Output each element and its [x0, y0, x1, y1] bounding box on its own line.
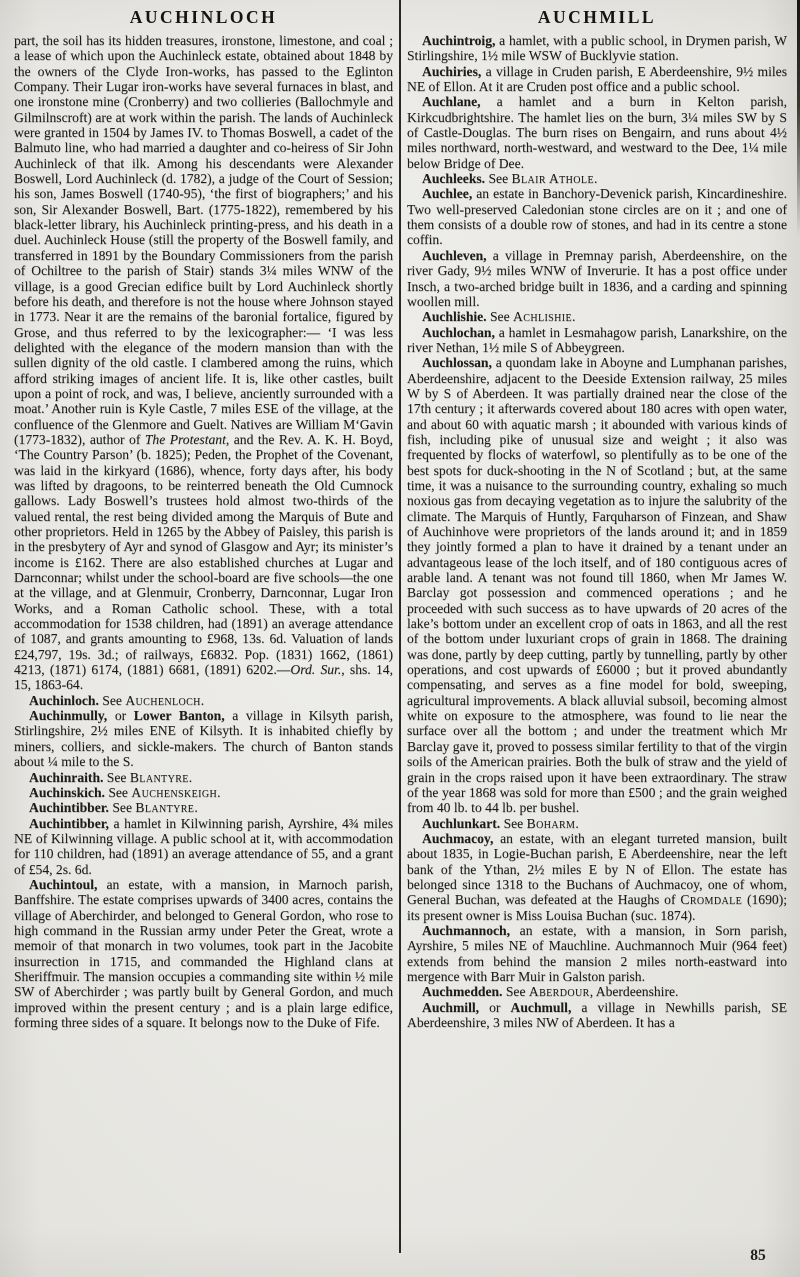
text-run: Auchinmully, [29, 708, 108, 724]
entry-paragraph [407, 186, 787, 247]
text-run: Auchlane, [422, 94, 481, 110]
text-run: Achlishie [513, 309, 572, 325]
entry-paragraph [407, 171, 787, 186]
entry-paragraph [14, 693, 393, 708]
text-run: See [103, 769, 130, 785]
text-run: See [104, 784, 132, 800]
text-run: or [479, 999, 511, 1015]
text-run: Auchmannoch, [422, 922, 511, 938]
text-run: Auchintibber, [29, 815, 109, 831]
text-run: Boharm [526, 815, 576, 831]
text-run: a village in Kilsyth parish, Stirlingshire, 2½ miles ENE of Kilsyth. It is inhabited chiefly by miners, colliers, and sickle-makers. The church of Banton stands about ¼ mile to the S. [14, 708, 393, 770]
text-run: a hamlet and a burn in Kelton parish, Kirkcudbrightshire. The hamlet lies on the burn, 3¼ miles SW by S of Castle-Douglas. The burn rises on Bengairn, and runs about 4½ miles northward, north-westward, and westward to the Dee, 1¼ mile below Bridge of Dee. [407, 94, 787, 171]
entry-paragraph [407, 355, 787, 815]
text-run: Lower Banton, [133, 708, 225, 724]
text-run: See [502, 984, 529, 1000]
text-run: a village in Newhills parish, SE Aberdeenshire, 3 miles NW of Aberdeen. It has a [407, 999, 788, 1030]
text-run: Auchinskich. [29, 784, 105, 800]
text-column-right [407, 33, 787, 1030]
text-run: See [98, 692, 126, 708]
text-run: . [572, 309, 576, 325]
text-run: a hamlet, with a public school, in Drymen parish, W Stirlingshire, 1½ mile WSW of Bucklyvie station. [407, 33, 787, 64]
text-run: Auchmull, [510, 999, 572, 1015]
text-run: Auchinraith. [29, 769, 104, 785]
text-run: Auchintoul, [29, 876, 98, 892]
entry-paragraph [407, 325, 787, 356]
entry-paragraph [407, 1000, 787, 1031]
text-run: Auchleeks. [422, 171, 486, 187]
text-run: an estate, with a mansion, in Sorn parish, Ayrshire, 5 miles NE of Mauchline. Auchmannoch Muir (964 feet) extends from behind the mansion 2 miles north-eastward into mergence with Barr Muir in Galston parish. [407, 922, 787, 984]
text-run: Auchenskeigh [131, 784, 218, 800]
entry-paragraph [407, 831, 787, 923]
entry-paragraph [14, 785, 393, 800]
text-run: Auchlunkart. [422, 815, 501, 831]
text-run: a hamlet in Lesmahagow parish, Lanarkshire, on the river Nethan, 1½ mile S of Abbeygreen. [407, 324, 787, 355]
entry-paragraph [14, 770, 393, 785]
text-run: Auchlochan, [422, 324, 495, 340]
text-run: . [217, 784, 221, 800]
entry-paragraph [407, 309, 787, 324]
text-run: Auchlossan, [422, 355, 492, 371]
text-run: Ord. Sur. [290, 662, 342, 678]
text-run: , and the Rev. A. K. H. Boyd, ‘The Country Parson’ (b. 1825); Peden, the Prophet of the Covenant, was laid in the kirkyard (1686), whence, forty days after, his body was lifted by dragoons, to be reinterred beneath the Old Cumnock gallows. Lady Boswell’s trustees hold almost two-thirds of the valued rental, the rest being divided among the Marquis of Bute and other proprietors. Held in 1265 by the Abbey of Paisley, this parish is in the presbytery of Ayr and synod of Glasgow and Ayr; its minister’s income is £162. There are also established churches at Lugar and Darnconnar; whilst under the school-board are five schools—the one at the village, and at Glenmuir, Cronberry, Darnconnar, Lugar Iron Works, and a Roman Catholic school. These, with a total accommodation for 1538 children, had (1891) an average attendance of 1087, and grants amounting to £968, 13s. 6d. Valuation of lands £24,797, 19s. 3d.; of railways, £6832. Pop. (1831) 1662, (1861) 4213, (1871) 6174, (1881) 6681, (1891) 6202.— [14, 431, 393, 678]
text-run: a village in Cruden parish, E Aberdeenshire, 9½ miles NE of Ellon. At it are Cruden post office and a public school. [407, 63, 787, 95]
text-run: See [500, 815, 527, 831]
text-run: a quondam lake in Aboyne and Lumphanan parishes, Aberdeenshire, adjacent to the Deeside Extension railway, 25 miles W by S of Aberdeen. It was partially drained near the close of the 17th century ; it afterwards covered about 180 acres with open water, and about 60 with aquatic marsh ; it abounded with various kinds of fish, including pike of unusual size and weight ; it also was frequented by flocks of waterfowl, so plentifully as to be one of the best spots for duck-shooting in the N of Scotland ; but, at the same time, it was a nuisance to the surrounding country, exhaling so much noxious gas from decaying vegetation as to injure the salubrity of the climate. The Marquis of Huntly, Farquharson of Finzean, and Shaw of Auchinhove were proprietors of the lands around it; and in 1859 they jointly formed a plan to have it drained by a tenant under an advantageous lease of the loch itself, and of 180 contiguous acres of arable land. A tenant was not found till 1860, when Mr James W. Barclay got possession and commenced operations ; and he proceeded with such success as to have upwards of 20 acres of the lake’s bottom under an excellent crop of oats in 1863, and all the rest of the bottom under luxuriant crops of grain in 1868. The draining was done, partly by deep cutting, partly by tunnelling, partly by other operations, and cost upwards of £6000 ; but it proved abundantly compensating, and serves as a fine model for bold, sweeping, agricultural improvements. A black alluvial subsoil, becoming almost white on exposure to the atmosphere, was found to lie near the surface over all the bottom ; and under the treatment which Mr Barclay gave it, proved to possess similar fertility to that of the virgin soils of the American prairies. Both the bulk of straw and the yield of grain in the crops raised upon it have been extraordinary. The straw of the year 1868 was sold for more than £500 ; and the grain weighed from 40 lb. to 44 lb. per bushel. [407, 355, 787, 816]
text-run: Auchinloch. [29, 692, 99, 708]
text-run: Auchmedden. [422, 984, 503, 1000]
entry-paragraph [407, 923, 787, 984]
text-run: (1690); its present owner is Miss Louisa Buchan (suc. 1874). [407, 892, 788, 923]
text-run: Auchlee, [422, 186, 473, 202]
entry-paragraph [14, 33, 393, 693]
text-run: . [593, 171, 598, 187]
text-run: or [107, 708, 134, 724]
text-run: Auchlishie. [422, 309, 487, 325]
text-run: See [485, 171, 512, 187]
column-divider-rule [399, 0, 401, 1253]
text-run: Auchiries, [422, 63, 482, 79]
text-run: The Protestant [144, 431, 226, 447]
text-run: Aberdour [528, 984, 590, 1000]
entry-paragraph [14, 877, 393, 1030]
entry-paragraph [14, 708, 393, 769]
text-run: Blantyre [135, 800, 195, 816]
running-header-left: AUCHINLOCH [129, 7, 278, 27]
page-number: 85 [750, 1247, 766, 1264]
text-run: Auchintibber. [29, 800, 109, 816]
text-run: Cromdale [680, 892, 743, 908]
text-run: an estate, with an elegant turreted mansion, built about 1835, in Logie-Buchan parish, E Aberdeenshire, near the left bank of the Ythan, 2½ miles E by N of Ellon. The estate has belonged since 1318 to the Buchans of Auchmacoy, one of whom, General Buchan, was defeated at the Haughs of [407, 830, 787, 908]
entry-paragraph [407, 64, 787, 95]
text-run: a village in Premnay parish, Aberdeenshire, on the river Gady, 9½ miles WNW of Inverurie. It has a post office under Insch, a two-arched bridge built in 1836, and a carding and spinning woollen mill. [407, 247, 787, 309]
text-run: part, the soil has its hidden treasures, ironstone, limestone, and coal ; a lease of which upon the Auchinleck estate, obtained about 1848 by the owners of the Clyde Iron-works, has passed to the Eglinton Company. Their Lugar iron-works have several furnaces in blast, and one ironstone mine (Cronberry) and two collieries (Ballochmyle and Gilmilnscroft) are at work within the parish. The lands of Auchinleck were granted in 1504 by James IV. to Thomas Boswell, a cadet of the Balmuto line, who had married a daughter and co-heiress of Sir John Auchinleck of that ilk. Among his descendants were Alexander Boswell, Lord Auchinleck (d. 1782), a judge of the Court of Session; his son, James Boswell (1740-95), ‘the first of biographers;’ and his son, Sir Alexander Boswell, Bart. (1775-1822), remembered by his black-letter library, his Auchinleck printing-press, and his death in a duel. Auchinleck House (still the property of the Boswell family, and transferred in 1891 by the Boundary Commissioners from the parish of Ochiltree to the parish of Stair) stands 3¼ miles WNW of the village, is a good Grecian edifice built by Lord Auchinleck shortly before his death, and therefore is not the house where Johnson stayed in 1773. Near it are the remains of the baronial fortalice, figured by Grose, and thus referred to by the lexicographer:— ‘I was less delighted with the elegance of the modern mansion than with the sullen dignity of the old castle. I clambered among the ruins, which afford striking images of ancient life. It is, like other castles, built upon a point of rock, and was, I believe, anciently surrounded with a moat.’ Another ruin is Kyle Castle, 7 miles ESE of the village, at the confluence of the Glenmore and Guelt. Natives are William M‘Gavin (1773-1832), author of [14, 33, 393, 447]
text-run: Auchintroig, [422, 33, 496, 48]
text-run: . [200, 692, 205, 708]
entry-paragraph [14, 800, 393, 815]
text-run: Auchleven, [422, 247, 487, 263]
text-run: Blantyre [129, 769, 189, 785]
text-run: Auchmacoy, [422, 830, 494, 846]
text-run: an estate, with a mansion, in Marnoch parish, Banffshire. The estate comprises upwards of 3400 acres, contains the village of Aberchirder, and belonged to General Gordon, who rose to high command in the Russian army under Peter the Great, wrote a memoir of that monarch in two volumes, took part in the Jacobite insurrection in 1715, and commanded the Highland clans at Sheriffmuir. The mansion occupies a commanding site within ½ mile SW of Aberchirder ; was partly built by General Gordon, and much improved within the present century ; and is a plain large edifice, forming three sides of a square. It belongs now to the Duke of Fife. [14, 876, 393, 1030]
text-run: Auchenloch [125, 692, 201, 708]
text-run: See [486, 309, 514, 325]
entry-paragraph [407, 248, 787, 309]
text-run: . [188, 769, 193, 785]
entry-paragraph [407, 94, 787, 171]
entry-paragraph [407, 816, 787, 831]
running-header-right: AUCHMILL [537, 7, 657, 27]
entry-paragraph [14, 816, 393, 877]
entry-paragraph [407, 984, 787, 999]
entry-paragraph [407, 33, 787, 64]
text-run: Auchmill, [422, 999, 480, 1015]
text-run: . [575, 815, 579, 831]
text-run: a hamlet in Kilwinning parish, Ayrshire, 4¾ miles NE of Kilwinning village. A public school at it, with accommodation for 110 children, had (1891) an average attendance of 55, and a grant of £54, 2s. 6d. [14, 815, 393, 877]
text-run: , shs. 14, 15, 1863-64. [14, 662, 393, 693]
text-run: , Aberdeenshire. [589, 984, 679, 1000]
text-run: . [194, 800, 198, 816]
text-run: See [108, 800, 136, 816]
text-run: Blair Athole [511, 171, 594, 187]
text-column-left [14, 33, 393, 1030]
text-run: an estate in Banchory-Devenick parish, Kincardineshire. Two well-preserved Caledonian stone circles are on it ; and one of them consists of a double row of stones, and had in its centre a stone coffin. [407, 186, 787, 248]
